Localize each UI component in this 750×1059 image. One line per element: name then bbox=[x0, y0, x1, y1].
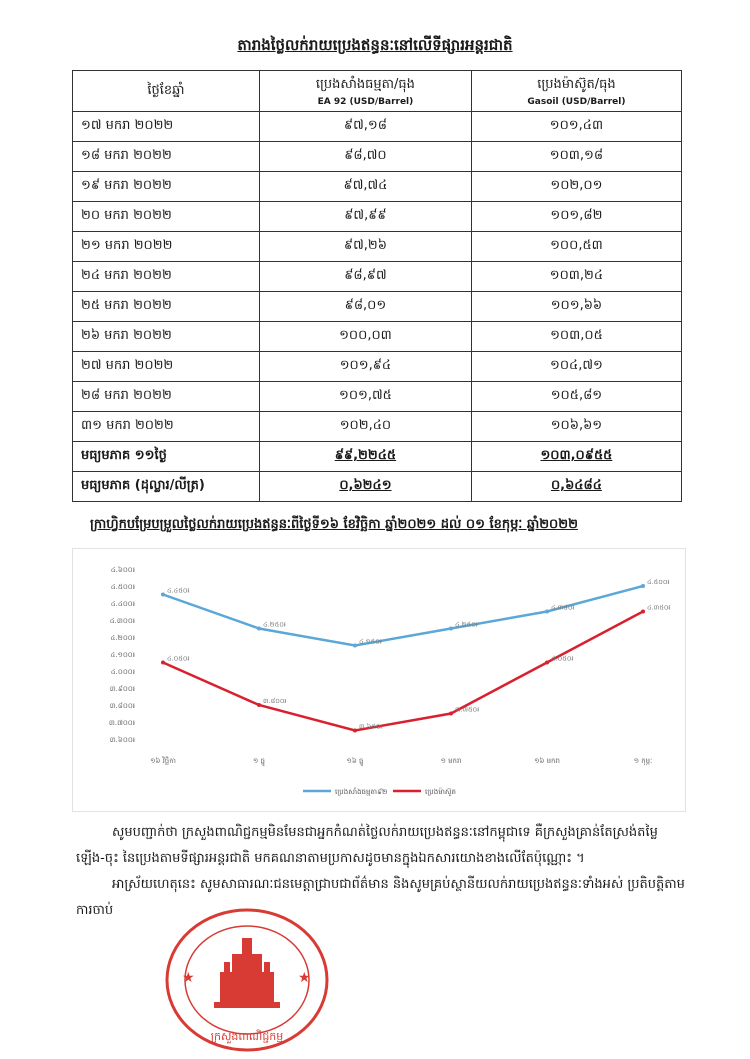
row-diesel: ១០១,៨២ bbox=[471, 202, 681, 232]
row-date: ១៩ មករា ២០២២ bbox=[73, 172, 260, 202]
header-date-label: ថ្ងៃខែឆ្នាំ bbox=[147, 82, 185, 98]
y-tick-label: ៤.៤០០៛ bbox=[110, 600, 135, 608]
legend-label: ប្រេងម៉ាស៊ូត bbox=[425, 788, 456, 796]
data-point bbox=[161, 593, 165, 597]
row-gasoline: ១០១,៧៥ bbox=[260, 382, 472, 412]
row-gasoline: ១០២,៤០ bbox=[260, 412, 472, 442]
table-row bbox=[73, 202, 682, 232]
row-diesel: ១០៤,៧១ bbox=[471, 352, 681, 382]
svg-text:★: ★ bbox=[298, 970, 311, 986]
header-gasoline bbox=[260, 71, 472, 112]
header-gasoline-unit: EA 92 (USD/Barrel) bbox=[317, 96, 414, 107]
table-row bbox=[73, 172, 682, 202]
row-gasoline: ៩៧,៧៤ bbox=[260, 172, 472, 202]
table-row bbox=[73, 322, 682, 352]
data-label: ៤.១៥០៛ bbox=[359, 637, 382, 646]
row-date: ២៤ មករា ២០២២ bbox=[73, 262, 260, 292]
average-gasoline bbox=[260, 442, 472, 472]
row-diesel: ១០៥,៨១ bbox=[471, 382, 681, 412]
x-tick-label: ១ មករា bbox=[440, 757, 462, 765]
header-diesel-unit: Gasoil (USD/Barrel) bbox=[527, 96, 626, 107]
svg-text:★: ★ bbox=[182, 970, 195, 986]
y-tick-label: ៤.៣០០៛ bbox=[109, 617, 135, 625]
chart-heading: ក្រាហ្វិកបម្រែបម្រួលថ្លៃលក់រាយប្រេងឥន្ធនៈពីថ្ងៃទី១៦ ខែវិច្ឆិកា ឆ្នាំ២០២១ ដល់ ០១ ខែកុម្ភៈ ឆ្នាំ២០២២ bbox=[90, 517, 578, 532]
average-diesel bbox=[471, 442, 681, 472]
notice-paragraph-2: អាស្រ័យហេតុនេះ សូមសាធារណៈជនមេត្តាជ្រាបជាព័ត៌មាន និងសូមគ្រប់ស្ថានីយលក់រាយប្រេងឥន្ធនៈទាំងអស់ ប្រតិបត្តិតាមការចាប់ bbox=[76, 877, 685, 918]
data-label: ៤.២៥០៛ bbox=[455, 620, 478, 629]
y-tick-label: ៣.៦០០៛ bbox=[109, 736, 135, 744]
row-gasoline: ១០០,០៣ bbox=[260, 322, 472, 352]
row-diesel: ១០៣,២៤ bbox=[471, 262, 681, 292]
data-label: ៤.៥០០៛ bbox=[647, 578, 670, 586]
legend-label: ប្រេងសាំងធម្មតា៩២ bbox=[335, 788, 388, 796]
table-row bbox=[73, 382, 682, 412]
row-date: ២១ មករា ២០២២ bbox=[73, 232, 260, 262]
row-diesel: ១០២,០១ bbox=[471, 172, 681, 202]
data-label: ៤.០៥០៛ bbox=[167, 654, 190, 663]
x-tick-label: ១ ធ្នូ bbox=[253, 757, 265, 765]
y-tick-label: ៤.០០០៛ bbox=[110, 668, 135, 676]
row-gasoline: ១០១,៩៤ bbox=[260, 352, 472, 382]
header-diesel-label: ប្រេងម៉ាស៊ូត/ធុង bbox=[537, 76, 616, 92]
row-date: ៣១ មករា ២០២២ bbox=[73, 412, 260, 442]
row-diesel: ១០៦,៦១ bbox=[471, 412, 681, 442]
y-tick-label: ៤.២០០៛ bbox=[110, 634, 135, 642]
table-header-row bbox=[73, 71, 682, 112]
row-gasoline: ៩៧,៩៩ bbox=[260, 202, 472, 232]
y-tick-label: ៣.៨០០៛ bbox=[109, 702, 135, 710]
series-line-0 bbox=[163, 586, 643, 646]
x-tick-label: ១៦ ធ្នូ bbox=[346, 757, 364, 765]
y-tick-label: ៣.៧០០៛ bbox=[108, 719, 135, 727]
row-date: ២៦ មករា ២០២២ bbox=[73, 322, 260, 352]
data-point bbox=[641, 584, 645, 588]
y-tick-label: ៣.៩០០៛ bbox=[109, 685, 135, 693]
per-liter-row bbox=[73, 472, 682, 502]
row-gasoline: ៩៨,០១ bbox=[260, 292, 472, 322]
fuel-price-table bbox=[72, 70, 682, 502]
row-diesel: ១០៣,១៨ bbox=[471, 142, 681, 172]
y-tick-label: ៤.៥០០៛ bbox=[110, 583, 135, 591]
row-gasoline: ៩៨,៧០ bbox=[260, 142, 472, 172]
data-point bbox=[257, 627, 261, 631]
table-row bbox=[73, 292, 682, 322]
notice-paragraph-1: សូមបញ្ជាក់ថា ក្រសួងពាណិជ្ជកម្មមិនមែនជាអ្នកកំណត់ថ្លៃលក់រាយប្រេងឥន្ធនៈនៅកម្ពុជាទេ គឺក្រសួងគ្រាន់តែស្រង់តម្លៃឡើង-ចុះ នៃប្រេងតាមទីផ្សារអន្តរជាតិ មកគណនាតាមប្រកាសដូចមានក្នុងឯកសារយោងខាងលើតែប៉ុណ្ណោះ ។ bbox=[76, 825, 658, 866]
per-liter-label: មធ្យមភាគ (ដុល្លារ/លីត្រ) bbox=[73, 472, 260, 502]
data-label: ៤.២៥០៛ bbox=[263, 620, 286, 629]
data-label: ៤.០៥០៛ bbox=[551, 654, 574, 663]
row-diesel: ១០១,៤៣ bbox=[471, 112, 681, 142]
average-gasoline-value: ៩៩,២២៤៥ bbox=[334, 448, 397, 463]
table-row bbox=[73, 262, 682, 292]
row-diesel: ១០១,៦៦ bbox=[471, 292, 681, 322]
data-point bbox=[353, 644, 357, 648]
data-label: ៣.៦៥០៛ bbox=[359, 722, 383, 731]
average-diesel-value: ១០៣,០៩៥៥ bbox=[540, 448, 613, 463]
price-trend-chart bbox=[72, 548, 686, 812]
row-date: ១៨ មករា ២០២២ bbox=[73, 142, 260, 172]
data-point bbox=[257, 703, 261, 707]
seal-label: ក្រសួងពាណិជ្ជកម្ម bbox=[210, 1030, 284, 1043]
ministry-seal bbox=[162, 902, 332, 1052]
data-point bbox=[641, 610, 645, 614]
data-point bbox=[545, 661, 549, 665]
data-label: ៣.៧៥០៛ bbox=[455, 705, 480, 714]
row-date: ២០ មករា ២០២២ bbox=[73, 202, 260, 232]
line-chart bbox=[73, 549, 685, 811]
row-diesel: ១០៣,០៥ bbox=[471, 322, 681, 352]
y-tick-label: ៤.៦០០៛ bbox=[110, 566, 135, 574]
table-row bbox=[73, 142, 682, 172]
row-date: ១៧ មករា ២០២២ bbox=[73, 112, 260, 142]
document-title: តារាងថ្លៃលក់រាយប្រេងឥន្ធនៈនៅលើទីផ្សារអន្តរជាតិ bbox=[237, 36, 513, 54]
per-liter-gasoline bbox=[260, 472, 472, 502]
data-point bbox=[353, 729, 357, 733]
row-gasoline: ៩៨,៩៧ bbox=[260, 262, 472, 292]
average-label: មធ្យមភាគ ១១ថ្ងៃ bbox=[73, 442, 260, 472]
table-row bbox=[73, 232, 682, 262]
data-label: ៤.៣៥០៛ bbox=[647, 603, 671, 612]
x-tick-label: ១ កុម្ភៈ bbox=[633, 757, 653, 765]
per-liter-diesel bbox=[471, 472, 681, 502]
per-liter-gasoline-value: ០,៦២៤១ bbox=[339, 478, 392, 493]
data-point bbox=[449, 712, 453, 716]
header-date bbox=[73, 71, 260, 112]
data-label: ៤.៤៥០៛ bbox=[167, 586, 190, 595]
header-gasoline-label: ប្រេងសាំងធម្មតា/ធុង bbox=[315, 76, 415, 92]
series-line-1 bbox=[163, 612, 643, 731]
row-date: ២៥ មករា ២០២២ bbox=[73, 292, 260, 322]
row-gasoline: ៩៧,១៨ bbox=[260, 112, 472, 142]
row-diesel: ១០០,៥៣ bbox=[471, 232, 681, 262]
header-diesel bbox=[471, 71, 681, 112]
data-label: ៤.៣៥០៛ bbox=[551, 603, 575, 612]
row-gasoline: ៩៧,២៦ bbox=[260, 232, 472, 262]
per-liter-diesel-value: ០,៦៤៨៤ bbox=[550, 478, 602, 493]
table-row bbox=[73, 352, 682, 382]
data-point bbox=[161, 661, 165, 665]
data-label: ៣.៨០០៛ bbox=[263, 697, 287, 705]
average-row bbox=[73, 442, 682, 472]
x-tick-label: ១៦ មករា bbox=[534, 757, 560, 765]
x-tick-label: ១៦ វិច្ឆិកា bbox=[150, 757, 176, 765]
row-date: ២៧ មករា ២០២២ bbox=[73, 352, 260, 382]
data-point bbox=[545, 610, 549, 614]
table-row bbox=[73, 112, 682, 142]
y-tick-label: ៤.១០០៛ bbox=[110, 651, 135, 659]
table-row bbox=[73, 412, 682, 442]
row-date: ២៨ មករា ២០២២ bbox=[73, 382, 260, 412]
data-point bbox=[449, 627, 453, 631]
